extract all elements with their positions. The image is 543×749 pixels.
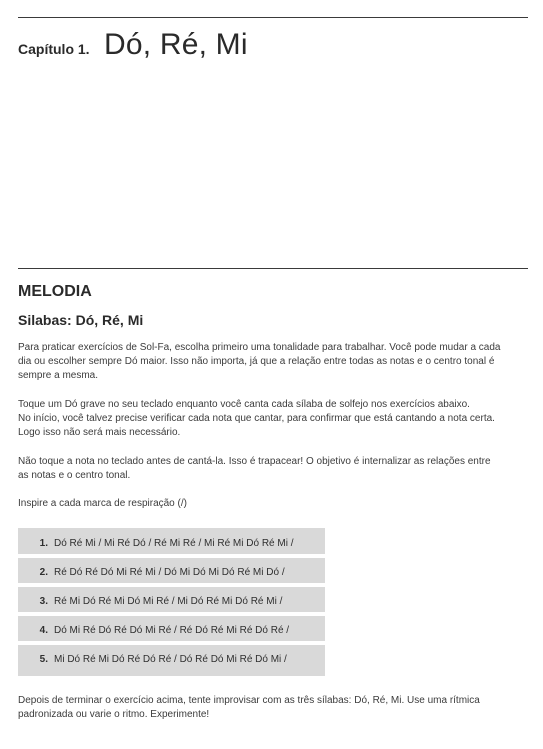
paragraph-line: Não toque a nota no teclado antes de cantá-la. Isso é trapacear! O objetivo é internalizar as relações entre [18, 456, 491, 467]
exercise-text: Mi Dó Ré Mi Dó Ré Dó Ré / Dó Ré Dó Mi Ré Dó Mi / [54, 654, 287, 665]
section-subheading: Silabas: Dó, Ré, Mi [18, 312, 144, 328]
chapter-title: Dó, Ré, Mi [104, 28, 248, 61]
paragraph-line: padronizada ou varie o ritmo. Experimente! [18, 709, 210, 720]
chapter-header [18, 28, 248, 62]
exercise-row [18, 563, 325, 583]
top-divider [18, 17, 528, 18]
paragraph-line: Para praticar exercícios de Sol-Fa, escolha primeiro uma tonalidade para trabalhar. Você pode mudar a cada [18, 342, 501, 353]
exercise-text: Dó Ré Mi / Mi Ré Dó / Ré Mi Ré / Mi Ré Mi Dó Ré Mi / [54, 538, 294, 549]
paragraph-line: Toque um Dó grave no seu teclado enquanto você canta cada sílaba de solfejo nos exercícios abaixo. [18, 399, 470, 410]
exercise-separator [18, 641, 325, 645]
paragraph-line: Depois de terminar o exercício acima, tente improvisar com as três sílabas: Dó, Ré, Mi. Use uma rítmica [18, 695, 480, 706]
paragraph-line: as notas e o centro tonal. [18, 470, 131, 481]
section-divider [18, 268, 528, 269]
exercise-number: 4. [39, 625, 48, 636]
exercise-row [18, 621, 325, 641]
paragraph-line: Logo isso não será mais necessário. [18, 427, 181, 438]
exercise-number: 1. [39, 538, 48, 549]
paragraph-line: sempre a mesma. [18, 370, 99, 381]
exercise-row [18, 650, 325, 670]
exercise-separator [18, 612, 325, 616]
paragraph-improvise [18, 694, 528, 722]
paragraph-breath [18, 497, 528, 511]
exercise-text: Ré Mi Dó Ré Mi Dó Mi Ré / Mi Dó Ré Mi Dó Ré Mi / [54, 596, 283, 607]
paragraph-practice [18, 398, 528, 440]
exercise-separator [18, 583, 325, 587]
paragraph-line: dia ou escolher sempre Dó maior. Isso não importa, já que a relação entre todas as notas e o centro tonal é [18, 356, 495, 367]
exercise-number: 5. [39, 654, 48, 665]
paragraph-line: Inspire a cada marca de respiração (/) [18, 498, 187, 509]
chapter-label: Capítulo 1. [18, 41, 90, 57]
exercise-number: 3. [39, 596, 48, 607]
paragraph-warning [18, 455, 528, 483]
exercise-separator [18, 554, 325, 558]
paragraph-line: No início, você talvez precise verificar cada nota que cantar, para confirmar que está cantando a nota certa. [18, 413, 495, 424]
exercise-text: Dó Mi Ré Dó Ré Dó Mi Ré / Ré Dó Ré Mi Ré Dó Ré / [54, 625, 290, 636]
exercise-row [18, 592, 325, 612]
section-heading: MELODIA [18, 283, 92, 300]
exercise-number: 2. [39, 567, 48, 578]
exercise-text: Ré Dó Ré Dó Mi Ré Mi / Dó Mi Dó Mi Dó Ré Mi Dó / [54, 567, 285, 578]
exercise-list [18, 528, 325, 676]
paragraph-intro [18, 341, 528, 383]
exercise-row [18, 534, 325, 554]
